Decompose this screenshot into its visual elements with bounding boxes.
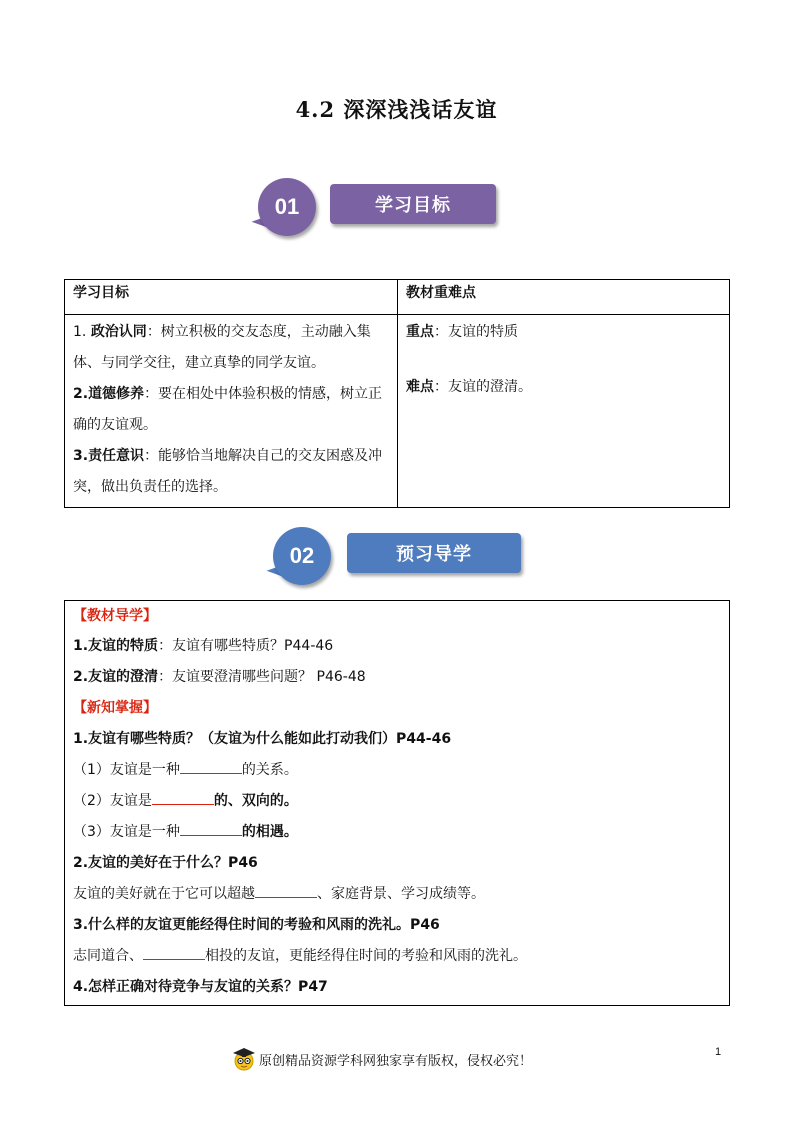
goals-cell [65,315,398,508]
page-number: 1 [715,1046,722,1058]
answer-line: 志同道合、 相投的友谊，更能经得住时间的考验和风雨的洗礼。 [73,945,527,965]
fill-blank[interactable] [152,790,214,805]
section-title-bar: 预习导学 [347,533,521,573]
guide-item: 2.友谊的澄清：友谊要澄清哪些问题？ P46-48 [73,669,366,685]
goal-item: 3.责任意识：能够恰当地解决自己的交友困惑及冲突，做出负责任的选择。 [73,448,383,495]
difficulty-point: 难点：友谊的澄清。 [406,379,532,395]
section-number-badge: 01 [258,178,316,236]
section-title-bar: 学习目标 [330,184,496,224]
question: 4.怎样正确对待竞争与友谊的关系？P47 [73,979,328,995]
question: 2.友谊的美好在于什么？P46 [73,855,258,871]
key-points-cell [398,315,730,508]
answer-line: 友谊的美好就在于它可以超越 、家庭背景、学习成绩等。 [73,883,485,903]
mascot-icon [231,1046,257,1072]
answer-line: （3）友谊是一种 的相遇。 [73,821,298,841]
preview-box [64,600,730,1006]
question: 1.友谊有哪些特质？（友谊为什么能如此打动我们）P44-46 [73,731,452,747]
section-header-goals [258,178,498,242]
answer-line: （2）友谊是 的、双向的。 [73,790,298,810]
answer-line: （1）友谊是一种 的关系。 [73,759,298,779]
guide-header: 【教材导学】 [73,608,157,624]
key-point: 重点：友谊的特质 [406,324,518,340]
copyright-text: 原创精品资源学科网独家享有版权，侵权必究！ [259,1053,533,1069]
table-row [65,315,730,508]
section-header-preview [273,527,523,591]
goal-item: 2.道德修养：要在相处中体验积极的情感，树立正确的友谊观。 [73,386,383,433]
fill-blank[interactable] [180,821,242,836]
fill-blank[interactable] [255,883,317,898]
fill-blank[interactable] [180,759,242,774]
guide-item: 1.友谊的特质：友谊有哪些特质？P44-46 [73,638,334,654]
new-knowledge-header: 【新知掌握】 [73,700,157,716]
copyright-footer [231,1046,532,1072]
goals-column-header: 学习目标 [65,280,398,315]
key-points-column-header: 教材重难点 [398,280,730,315]
section-number-badge: 02 [273,527,331,585]
page-title: 4.2 深深浅浅话友谊 [295,97,498,122]
goal-item: 1. 政治认同：树立积极的交友态度，主动融入集体、与同学交往，建立真挚的同学友谊。 [73,324,371,371]
question: 3.什么样的友谊更能经得住时间的考验和风雨的洗礼。P46 [73,917,440,933]
goals-table [64,279,730,508]
table-header-row [65,280,730,315]
fill-blank[interactable] [143,945,205,960]
